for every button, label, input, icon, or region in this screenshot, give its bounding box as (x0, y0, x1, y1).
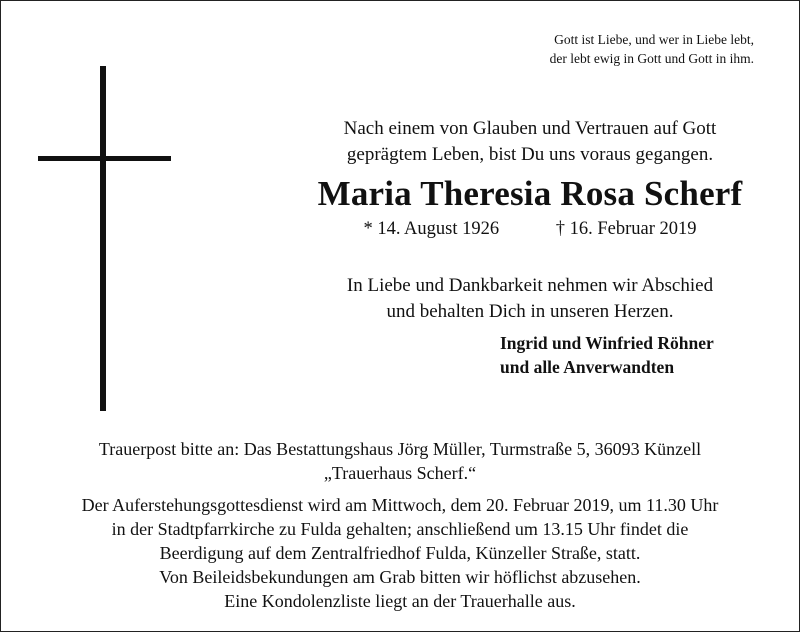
farewell-line: In Liebe und Dankbarkeit nehmen wir Abschied (346, 275, 714, 296)
cross-vertical-bar (100, 66, 106, 411)
birth-date: * 14. August 1926 (363, 219, 500, 239)
mourners-signature (500, 331, 714, 379)
intro-text (300, 116, 760, 168)
farewell-text (300, 273, 760, 325)
mail-address (0, 437, 800, 485)
bible-verse-line: Gott ist Liebe, und wer in Liebe lebt, (554, 32, 754, 47)
service-line: Der Auferstehungsgottesdienst wird am Mittwoch, dem 20. Februar 2019, um 11.30 Uhr (81, 495, 719, 515)
life-dates (300, 217, 760, 241)
intro-line: geprägtem Leben, bist Du uns voraus gegangen. (346, 144, 714, 165)
mail-address-line: Trauerpost bitte an: Das Bestattungshaus Jörg Müller, Turmstraße 5, 36093 Künzell (98, 439, 702, 459)
bible-verse (550, 30, 754, 68)
funeral-service-info (0, 493, 800, 613)
farewell-line: und behalten Dich in unseren Herzen. (386, 301, 674, 322)
service-line: Eine Kondolenzliste liegt an der Trauerhalle aus. (224, 591, 576, 611)
service-line: Von Beileidsbekundungen am Grab bitten wir höflichst abzusehen. (159, 567, 641, 587)
service-line: in der Stadtpfarrkirche zu Fulda gehalten; anschließend um 13.15 Uhr findet die (111, 519, 689, 539)
service-line: Beerdigung auf dem Zentralfriedhof Fulda, Künzeller Straße, statt. (159, 543, 641, 563)
deceased-name: Maria Theresia Rosa Scherf (317, 174, 743, 213)
mail-address-line: „Trauerhaus Scherf.“ (323, 463, 477, 483)
cross-horizontal-bar (38, 156, 171, 161)
bible-verse-line: der lebt ewig in Gott und Gott in ihm. (549, 51, 754, 66)
death-date: † 16. Februar 2019 (555, 219, 697, 239)
intro-line: Nach einem von Glauben und Vertrauen auf Gott (343, 118, 717, 139)
mourners-line: Ingrid und Winfried Röhner (500, 333, 714, 353)
mourners-line: und alle Anverwandten (500, 357, 675, 377)
